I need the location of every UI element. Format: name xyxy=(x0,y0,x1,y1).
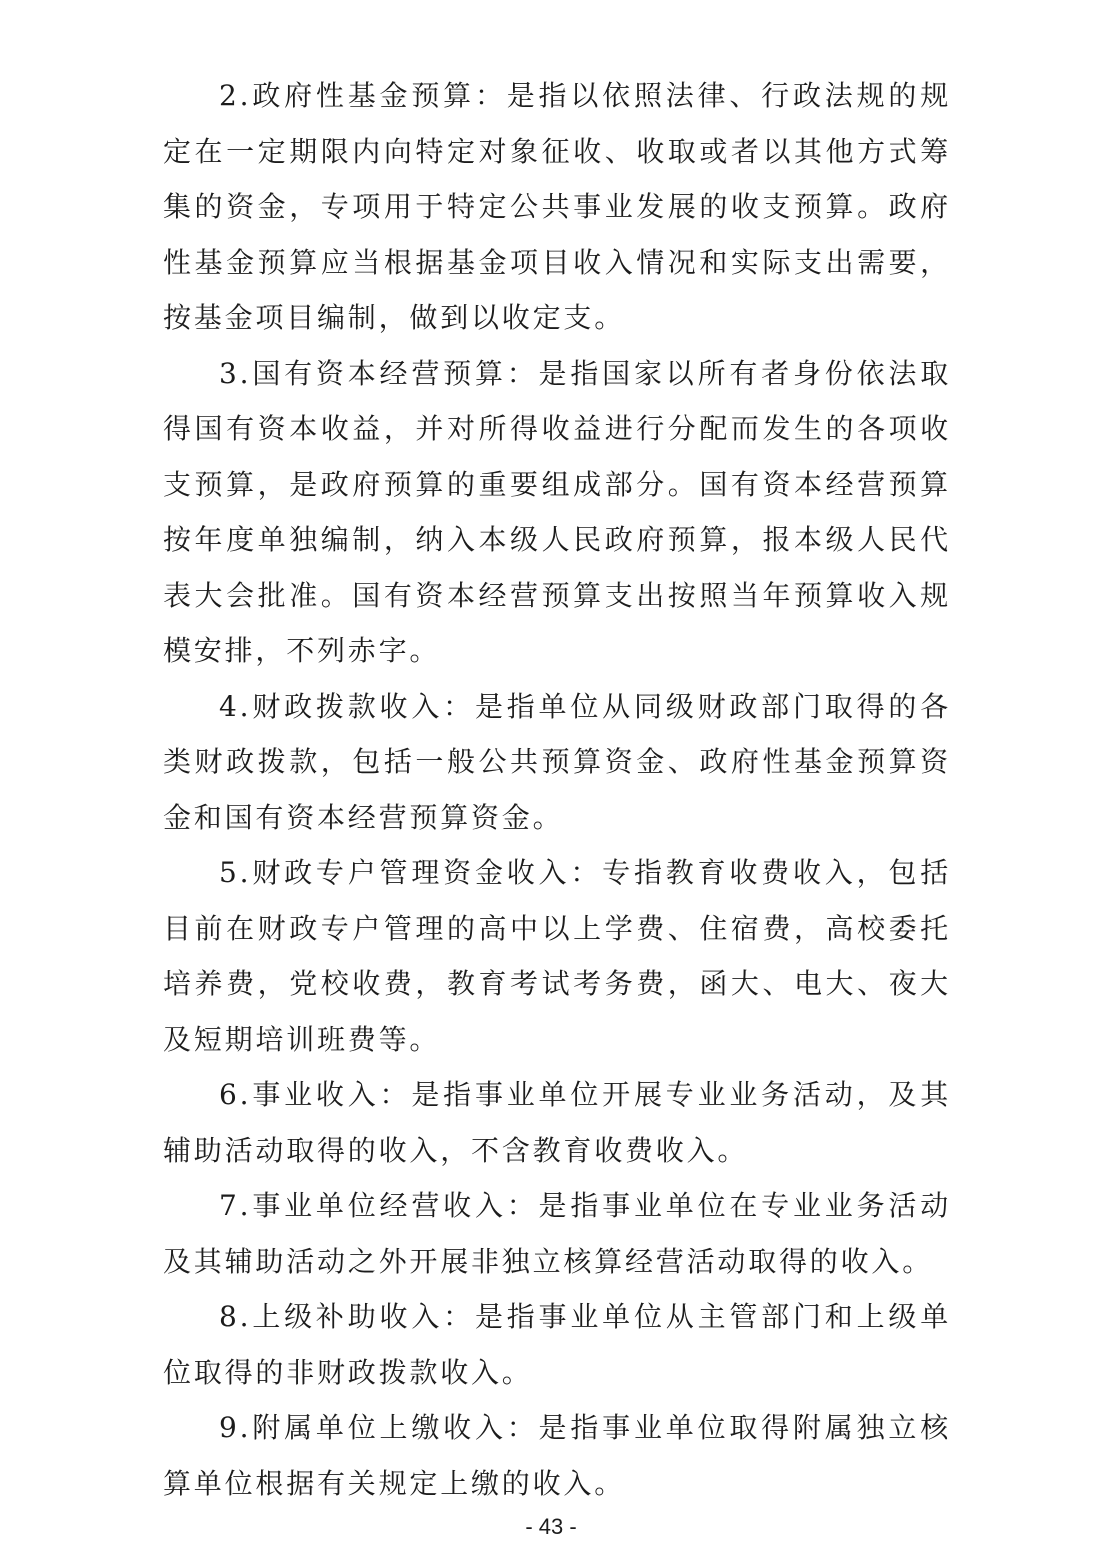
paragraph-state-capital-budget: 3.国有资本经营预算：是指国家以所有者身份依法取得国有资本收益，并对所得收益进行分配而发生的各项收支预算，是政府预算的重要组成部分。国有资本经营预算按年度单独编制，纳入本级人民政府预算，报本级人民代表大会批准。国有资本经营预算支出按照当年预算收入规模安排，不列赤字。 xyxy=(163,356,951,667)
paragraph-operating-income: 7.事业单位经营收入：是指事业单位在专业业务活动及其辅助活动之外开展非独立核算经营活动取得的收入。 xyxy=(163,1189,951,1278)
page-number: - 43 - xyxy=(525,1514,577,1539)
paragraph-fiscal-appropriation-income: 4.财政拨款收入：是指单位从同级财政部门取得的各类财政拨款，包括一般公共预算资金、政府性基金预算资金和国有资本经营预算资金。 xyxy=(163,689,951,834)
paragraph-special-account-income: 5.财政专户管理资金收入：专指教育收费收入，包括目前在财政专户管理的高中以上学费、住宿费，高校委托培养费，党校收费，教育考试考务费，函大、电大、夜大及短期培训班费等。 xyxy=(163,856,951,1056)
paragraph-government-fund-budget: 2.政府性基金预算：是指以依照法律、行政法规的规定在一定期限内向特定对象征收、收取或者以其他方式筹集的资金，专项用于特定公共事业发展的收支预算。政府性基金预算应当根据基金项目收入情况和实际支出需要，按基金项目编制，做到以收定支。 xyxy=(163,79,951,334)
document-body xyxy=(163,68,951,1511)
paragraph-superior-subsidy-income: 8.上级补助收入：是指事业单位从主管部门和上级单位取得的非财政拨款收入。 xyxy=(163,1300,951,1389)
paragraph-business-income: 6.事业收入：是指事业单位开展专业业务活动，及其辅助活动取得的收入，不含教育收费收入。 xyxy=(163,1078,951,1167)
paragraph-affiliated-unit-income: 9.附属单位上缴收入：是指事业单位取得附属独立核算单位根据有关规定上缴的收入。 xyxy=(163,1411,951,1500)
